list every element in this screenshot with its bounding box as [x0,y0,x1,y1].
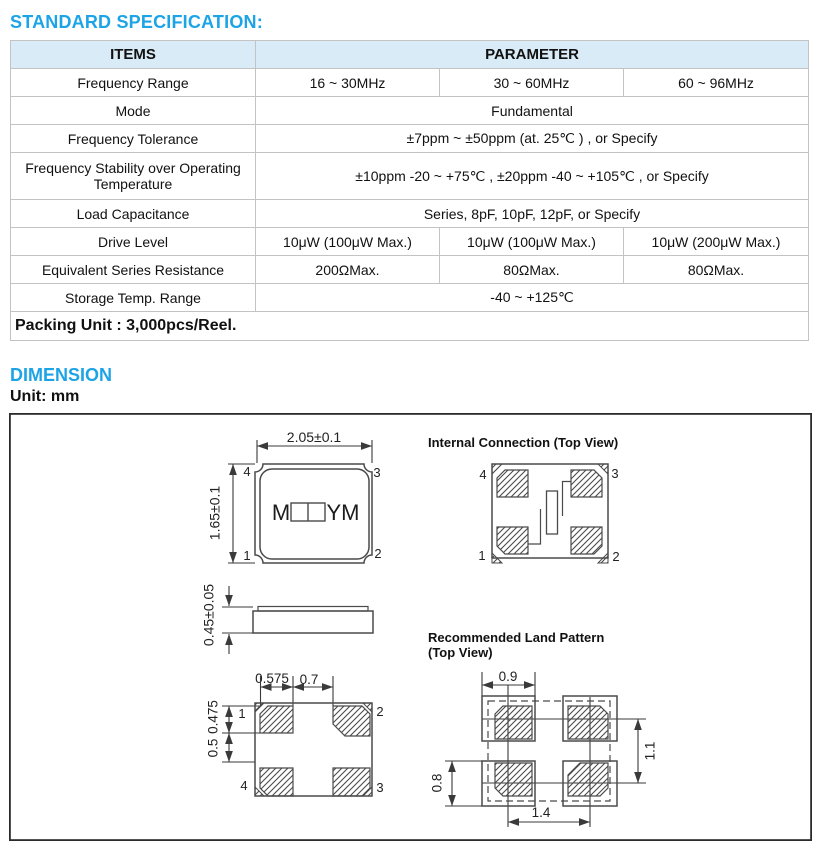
value-cell: 10μW (100μW Max.) [256,228,440,256]
value-cell: 16 ~ 30MHz [256,69,440,97]
pad-gap-dim: 0.7 [299,672,319,687]
pin-label: 4 [240,778,248,793]
value-cell: 10μW (200μW Max.) [624,228,809,256]
pin-label: 1 [243,548,251,563]
table-row [11,97,809,125]
value-cell: 200ΩMax. [256,256,440,284]
item-cell: Load Capacitance [11,200,256,228]
item-cell: Frequency Range [11,69,256,97]
dimension-section-heading: DIMENSION [10,365,113,385]
row-pitch-dim: 1.1 [642,741,658,761]
pin-label: 3 [376,780,384,795]
value-cell: -40 ~ +125℃ [256,284,809,312]
top-view-height-dim: 1.65±0.1 [206,485,223,541]
unit-label: Unit: mm [10,388,80,405]
table-row [11,125,809,153]
pad-width-dim: 0.575 [255,671,289,686]
land-pattern-title: Recommended Land Pattern [428,630,605,645]
value-cell: 30 ~ 60MHz [440,69,624,97]
value-cell: ±7ppm ~ ±50ppm (at. 25℃ ) , or Specify [256,125,809,153]
pin-label: 4 [243,464,251,479]
table-row [11,228,809,256]
packing-unit-row [11,312,809,341]
spec-section-heading: STANDARD SPECIFICATION: [10,12,263,32]
side-view-thickness-dim: 0.45±0.05 [200,583,217,647]
pin-label: 1 [238,706,246,721]
table-header-row [11,41,809,69]
spec-table [10,40,809,341]
value-cell: Series, 8pF, 10pF, 12pF, or Specify [256,200,809,228]
item-cell: Equivalent Series Resistance [11,256,256,284]
value-cell: 10μW (100μW Max.) [440,228,624,256]
pin-label: 2 [376,704,384,719]
item-cell: Drive Level [11,228,256,256]
pin-label: 2 [374,546,382,561]
table-row [11,284,809,312]
package-bottom-view [206,671,384,796]
land-pattern-subtitle: (Top View) [428,645,493,660]
pin-label: 3 [611,466,619,481]
crystal-symbol [528,482,571,545]
col-pitch-dim: 1.4 [531,805,551,820]
pad-vgap-dim: 0.5 [205,738,221,758]
internal-connection-title: Internal Connection (Top View) [428,435,619,450]
pin-label: 3 [373,465,381,480]
land-pattern-view [428,630,658,827]
package-side-view [201,584,373,654]
marking-prefix: M [271,500,291,525]
packing-note: Packing Unit : 3,000pcs/Reel. [11,312,809,341]
drawing-frame [10,414,811,840]
item-cell: Mode [11,97,256,125]
value-cell: 80ΩMax. [440,256,624,284]
top-view-width-dim: 2.05±0.1 [286,429,342,445]
table-row [11,153,809,200]
land-width-dim: 0.9 [498,669,518,684]
table-row [11,256,809,284]
item-cell: Storage Temp. Range [11,284,256,312]
value-cell: ±10ppm -20 ~ +75℃ , ±20ppm -40 ~ +105℃ , or Specify [256,153,809,200]
pin-label: 1 [478,548,486,563]
item-cell: Frequency Stability over Operating Temperature [11,153,256,200]
value-cell: Fundamental [256,97,809,125]
package-top-view [207,429,382,563]
pin-label: 4 [479,467,487,482]
internal-connection-view [428,435,620,564]
items-header: ITEMS [11,41,256,69]
pin-label: 2 [612,549,620,564]
dimension-drawing [9,413,812,841]
table-row [11,69,809,97]
marking-suffix: YM [326,500,360,525]
table-row [11,200,809,228]
parameter-header: PARAMETER [256,41,809,69]
land-height-dim: 0.8 [429,773,445,793]
pad-height-dim: 0.475 [205,700,221,734]
item-cell: Frequency Tolerance [11,125,256,153]
value-cell: 80ΩMax. [624,256,809,284]
value-cell: 60 ~ 96MHz [624,69,809,97]
